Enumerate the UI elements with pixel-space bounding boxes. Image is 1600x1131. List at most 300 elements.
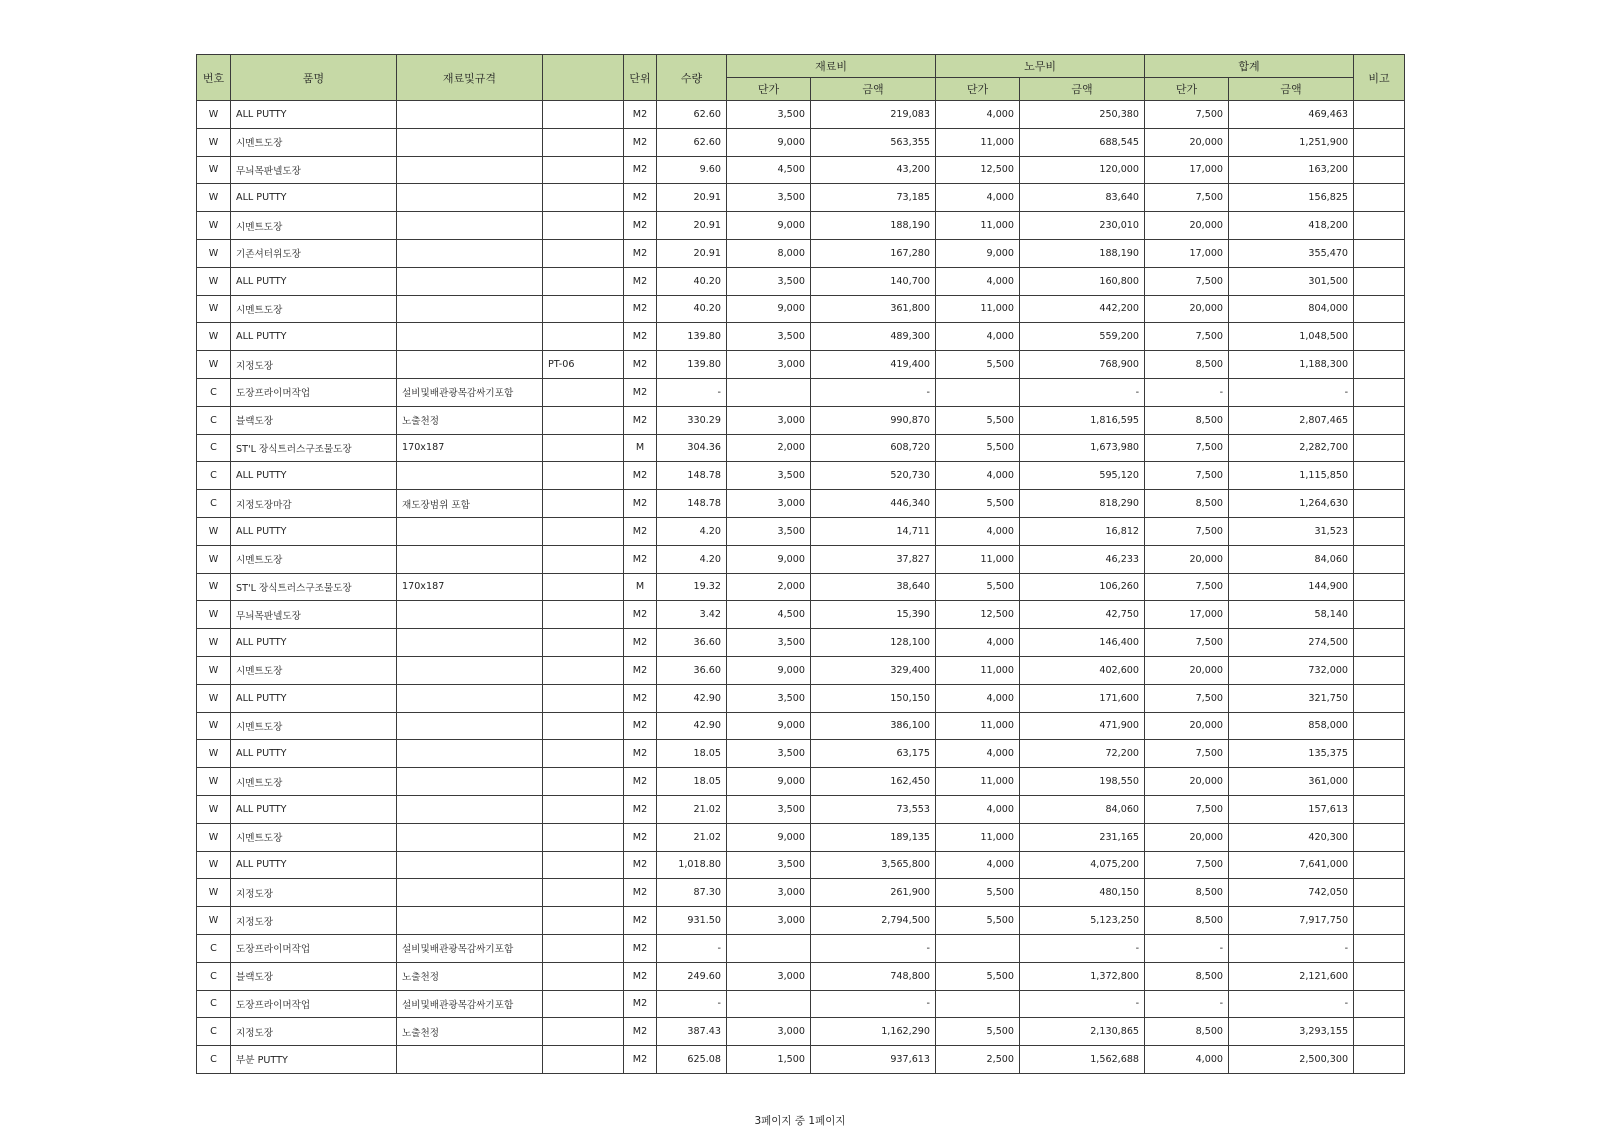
table-row <box>197 656 1405 684</box>
cell-material-unit-price: 3,500 <box>727 851 811 879</box>
cell-labor-amount: 688,545 <box>1020 128 1145 156</box>
cell-labor-amount: 72,200 <box>1020 740 1145 768</box>
header-blank <box>543 55 624 101</box>
cell-total-unit-price: 4,000 <box>1145 1046 1229 1074</box>
cell-name: ALL PUTTY <box>231 184 397 212</box>
cell-total-amount: 1,048,500 <box>1229 323 1354 351</box>
cell-total-unit-price: 7,500 <box>1145 323 1229 351</box>
cell-no: W <box>197 601 231 629</box>
cell-unit: M2 <box>624 184 657 212</box>
cell-total-amount: 469,463 <box>1229 101 1354 129</box>
cell-total-amount: 301,500 <box>1229 267 1354 295</box>
cell-qty: 20.91 <box>657 184 727 212</box>
cell-no: C <box>197 1046 231 1074</box>
cell-code <box>543 295 624 323</box>
cell-total-unit-price: 7,500 <box>1145 684 1229 712</box>
cell-labor-amount: 146,400 <box>1020 629 1145 657</box>
cell-total-amount: 2,121,600 <box>1229 962 1354 990</box>
cell-name: 시멘트도장 <box>231 212 397 240</box>
cell-material-unit-price: 3,000 <box>727 962 811 990</box>
cell-no: W <box>197 184 231 212</box>
header-total-unit-price: 단가 <box>1145 78 1229 101</box>
cell-no: W <box>197 879 231 907</box>
cell-code <box>543 490 624 518</box>
cell-material-unit-price <box>727 934 811 962</box>
cell-labor-unit-price: 5,500 <box>936 1018 1020 1046</box>
cell-spec <box>397 517 543 545</box>
cell-qty: - <box>657 378 727 406</box>
cell-note <box>1354 768 1405 796</box>
cell-material-unit-price: 4,500 <box>727 156 811 184</box>
cell-labor-unit-price: 4,000 <box>936 267 1020 295</box>
cell-material-unit-price: 9,000 <box>727 128 811 156</box>
cell-note <box>1354 962 1405 990</box>
cell-total-amount: 2,282,700 <box>1229 434 1354 462</box>
cell-no: W <box>197 239 231 267</box>
cell-qty: 87.30 <box>657 879 727 907</box>
table-row <box>197 768 1405 796</box>
cell-name: ST'L 장식트러스구조물도장 <box>231 434 397 462</box>
cell-material-unit-price: 3,500 <box>727 517 811 545</box>
cell-note <box>1354 295 1405 323</box>
cell-no: C <box>197 434 231 462</box>
cell-spec <box>397 128 543 156</box>
cell-code <box>543 545 624 573</box>
cell-code <box>543 740 624 768</box>
cell-qty: 21.02 <box>657 823 727 851</box>
cell-labor-unit-price: 4,000 <box>936 184 1020 212</box>
cell-spec <box>397 601 543 629</box>
cell-qty: 139.80 <box>657 351 727 379</box>
cell-note <box>1354 378 1405 406</box>
cell-unit: M2 <box>624 823 657 851</box>
cell-name: 도장프라이머작업 <box>231 378 397 406</box>
cell-material-unit-price: 3,500 <box>727 795 811 823</box>
cell-unit: M2 <box>624 879 657 907</box>
cell-material-unit-price: 3,000 <box>727 879 811 907</box>
cell-no: W <box>197 517 231 545</box>
cell-labor-unit-price: 11,000 <box>936 712 1020 740</box>
table-row <box>197 462 1405 490</box>
cell-total-unit-price: - <box>1145 934 1229 962</box>
cell-labor-unit-price: 4,000 <box>936 684 1020 712</box>
cell-no: W <box>197 823 231 851</box>
cell-labor-unit-price: 12,500 <box>936 601 1020 629</box>
cell-unit: M2 <box>624 378 657 406</box>
cell-spec <box>397 267 543 295</box>
cell-no: C <box>197 1018 231 1046</box>
cell-no: W <box>197 212 231 240</box>
cell-labor-amount: 120,000 <box>1020 156 1145 184</box>
cell-total-amount: 7,641,000 <box>1229 851 1354 879</box>
cell-no: C <box>197 462 231 490</box>
cell-unit: M2 <box>624 962 657 990</box>
cell-spec <box>397 879 543 907</box>
cell-qty: 42.90 <box>657 712 727 740</box>
cell-labor-amount: 559,200 <box>1020 323 1145 351</box>
cell-material-unit-price: 3,000 <box>727 490 811 518</box>
cell-no: W <box>197 267 231 295</box>
cell-unit: M2 <box>624 212 657 240</box>
cell-note <box>1354 1018 1405 1046</box>
cell-total-amount: 84,060 <box>1229 545 1354 573</box>
cell-qty: 62.60 <box>657 128 727 156</box>
cell-qty: 4.20 <box>657 517 727 545</box>
cell-name: 시멘트도장 <box>231 768 397 796</box>
table-row <box>197 239 1405 267</box>
cell-code <box>543 101 624 129</box>
cell-material-unit-price: 3,000 <box>727 1018 811 1046</box>
cell-unit: M2 <box>624 601 657 629</box>
cell-no: C <box>197 378 231 406</box>
cell-note <box>1354 1046 1405 1074</box>
cell-material-unit-price: 9,000 <box>727 545 811 573</box>
cell-note <box>1354 573 1405 601</box>
cell-note <box>1354 990 1405 1018</box>
cell-name: 시멘트도장 <box>231 128 397 156</box>
header-labor: 노무비 <box>936 55 1145 78</box>
cell-material-amount: 990,870 <box>811 406 936 434</box>
header-note: 비고 <box>1354 55 1405 101</box>
cell-total-amount: 420,300 <box>1229 823 1354 851</box>
cell-spec <box>397 323 543 351</box>
cell-labor-amount: 1,673,980 <box>1020 434 1145 462</box>
cell-note <box>1354 879 1405 907</box>
cell-total-unit-price: 7,500 <box>1145 851 1229 879</box>
cell-unit: M2 <box>624 323 657 351</box>
header-name: 품명 <box>231 55 397 101</box>
cell-material-unit-price: 3,000 <box>727 406 811 434</box>
cell-total-amount: 804,000 <box>1229 295 1354 323</box>
cell-note <box>1354 351 1405 379</box>
cell-name: ALL PUTTY <box>231 629 397 657</box>
cell-qty: 387.43 <box>657 1018 727 1046</box>
cell-name: 시멘트도장 <box>231 712 397 740</box>
cell-total-unit-price: 20,000 <box>1145 128 1229 156</box>
table-row <box>197 684 1405 712</box>
header-total-amount: 금액 <box>1229 78 1354 101</box>
cell-name: 부분 PUTTY <box>231 1046 397 1074</box>
cell-spec: 노출천정 <box>397 1018 543 1046</box>
cell-spec <box>397 351 543 379</box>
cell-total-amount: 1,115,850 <box>1229 462 1354 490</box>
table-row <box>197 1018 1405 1046</box>
cell-code <box>543 128 624 156</box>
cell-code <box>543 573 624 601</box>
cell-labor-unit-price: 11,000 <box>936 128 1020 156</box>
cell-no: W <box>197 545 231 573</box>
table-row <box>197 545 1405 573</box>
cell-material-amount: 386,100 <box>811 712 936 740</box>
cell-name: 지정도장 <box>231 351 397 379</box>
cell-spec <box>397 712 543 740</box>
cell-code <box>543 684 624 712</box>
cell-labor-unit-price: 4,000 <box>936 851 1020 879</box>
cell-note <box>1354 851 1405 879</box>
cell-qty: 62.60 <box>657 101 727 129</box>
cell-name: 지정도장 <box>231 879 397 907</box>
cell-qty: 139.80 <box>657 323 727 351</box>
cell-note <box>1354 156 1405 184</box>
cell-no: C <box>197 962 231 990</box>
cell-name: 시멘트도장 <box>231 545 397 573</box>
cell-labor-amount: 106,260 <box>1020 573 1145 601</box>
header-material-amount: 금액 <box>811 78 936 101</box>
cell-name: 시멘트도장 <box>231 823 397 851</box>
cell-material-amount: 73,185 <box>811 184 936 212</box>
cell-total-unit-price: 20,000 <box>1145 545 1229 573</box>
table-row <box>197 351 1405 379</box>
cell-labor-unit-price: 9,000 <box>936 239 1020 267</box>
cell-material-amount: 43,200 <box>811 156 936 184</box>
cell-labor-amount: 42,750 <box>1020 601 1145 629</box>
cell-qty: 1,018.80 <box>657 851 727 879</box>
cell-code <box>543 907 624 935</box>
cell-labor-unit-price: 4,000 <box>936 795 1020 823</box>
cell-unit: M2 <box>624 128 657 156</box>
cell-labor-amount: 480,150 <box>1020 879 1145 907</box>
cell-material-amount: 14,711 <box>811 517 936 545</box>
cell-spec: 설비및배관광목감싸기포함 <box>397 378 543 406</box>
cell-unit: M2 <box>624 462 657 490</box>
cell-code <box>543 462 624 490</box>
cell-total-amount: - <box>1229 378 1354 406</box>
cell-total-unit-price: 7,500 <box>1145 462 1229 490</box>
cell-code <box>543 239 624 267</box>
cell-material-unit-price: 3,500 <box>727 629 811 657</box>
cell-spec <box>397 629 543 657</box>
cell-no: W <box>197 712 231 740</box>
cell-material-unit-price: 9,000 <box>727 656 811 684</box>
page-indicator: 3페이지 중 1페이지 <box>754 1115 846 1127</box>
cell-spec <box>397 823 543 851</box>
cell-name: ALL PUTTY <box>231 101 397 129</box>
cell-labor-unit-price: 11,000 <box>936 545 1020 573</box>
cell-total-amount: 7,917,750 <box>1229 907 1354 935</box>
cell-total-amount: 157,613 <box>1229 795 1354 823</box>
cell-spec: 재도장범위 포함 <box>397 490 543 518</box>
cell-note <box>1354 656 1405 684</box>
cell-name: ALL PUTTY <box>231 267 397 295</box>
cell-total-unit-price: - <box>1145 378 1229 406</box>
cell-total-unit-price: 17,000 <box>1145 156 1229 184</box>
table-row <box>197 267 1405 295</box>
cell-code <box>543 601 624 629</box>
cell-material-amount: 63,175 <box>811 740 936 768</box>
cell-spec <box>397 212 543 240</box>
cell-unit: M2 <box>624 851 657 879</box>
table-row <box>197 1046 1405 1074</box>
table-header <box>197 55 1405 101</box>
cell-total-amount: 31,523 <box>1229 517 1354 545</box>
table-row <box>197 128 1405 156</box>
cell-unit: M2 <box>624 406 657 434</box>
cell-total-amount: 1,264,630 <box>1229 490 1354 518</box>
cell-total-amount: 58,140 <box>1229 601 1354 629</box>
cell-labor-unit-price: 5,500 <box>936 573 1020 601</box>
cell-note <box>1354 267 1405 295</box>
cell-labor-amount: 171,600 <box>1020 684 1145 712</box>
cell-material-unit-price: 4,500 <box>727 601 811 629</box>
cell-spec <box>397 740 543 768</box>
cell-note <box>1354 212 1405 240</box>
cell-name: 무늬목판넬도장 <box>231 601 397 629</box>
cell-total-amount: - <box>1229 934 1354 962</box>
cell-qty: 18.05 <box>657 768 727 796</box>
header-labor-unit-price: 단가 <box>936 78 1020 101</box>
cell-note <box>1354 712 1405 740</box>
cell-labor-unit-price: 4,000 <box>936 462 1020 490</box>
cell-labor-unit-price: 5,500 <box>936 434 1020 462</box>
cell-labor-unit-price: 5,500 <box>936 406 1020 434</box>
cell-labor-amount: - <box>1020 378 1145 406</box>
table-row <box>197 879 1405 907</box>
cell-note <box>1354 795 1405 823</box>
cell-no: W <box>197 573 231 601</box>
cell-unit: M2 <box>624 907 657 935</box>
cell-labor-amount: 1,562,688 <box>1020 1046 1145 1074</box>
cell-total-unit-price: 7,500 <box>1145 267 1229 295</box>
cell-no: W <box>197 851 231 879</box>
cell-unit: M2 <box>624 267 657 295</box>
cell-total-amount: 321,750 <box>1229 684 1354 712</box>
cell-material-unit-price: 3,000 <box>727 351 811 379</box>
cell-spec <box>397 545 543 573</box>
cell-total-unit-price: 17,000 <box>1145 239 1229 267</box>
cell-name: 도장프라이머작업 <box>231 934 397 962</box>
cell-no: C <box>197 990 231 1018</box>
cell-note <box>1354 128 1405 156</box>
cell-total-amount: 418,200 <box>1229 212 1354 240</box>
cell-code <box>543 212 624 240</box>
cell-total-unit-price: 20,000 <box>1145 768 1229 796</box>
cell-code <box>543 934 624 962</box>
cell-total-unit-price: 7,500 <box>1145 740 1229 768</box>
cell-qty: 148.78 <box>657 462 727 490</box>
table-row <box>197 184 1405 212</box>
cell-unit: M <box>624 573 657 601</box>
cell-material-amount: - <box>811 934 936 962</box>
cell-qty: 40.20 <box>657 295 727 323</box>
cell-material-amount: 73,553 <box>811 795 936 823</box>
table-row <box>197 295 1405 323</box>
cell-material-amount: 748,800 <box>811 962 936 990</box>
cell-labor-unit-price: 11,000 <box>936 768 1020 796</box>
cell-spec <box>397 907 543 935</box>
cell-material-amount: 150,150 <box>811 684 936 712</box>
cell-labor-amount: 818,290 <box>1020 490 1145 518</box>
cell-labor-amount: 160,800 <box>1020 267 1145 295</box>
cell-labor-unit-price: 5,500 <box>936 907 1020 935</box>
cell-total-amount: 742,050 <box>1229 879 1354 907</box>
cell-code <box>543 378 624 406</box>
cell-qty: 148.78 <box>657 490 727 518</box>
cell-no: C <box>197 934 231 962</box>
cell-code <box>543 517 624 545</box>
cell-total-amount: 1,188,300 <box>1229 351 1354 379</box>
cell-unit: M2 <box>624 712 657 740</box>
cell-qty: 21.02 <box>657 795 727 823</box>
cell-unit: M2 <box>624 239 657 267</box>
cell-qty: - <box>657 990 727 1018</box>
cell-code <box>543 156 624 184</box>
cell-material-unit-price <box>727 990 811 1018</box>
table-row <box>197 907 1405 935</box>
cell-name: ALL PUTTY <box>231 851 397 879</box>
header-unit: 단위 <box>624 55 657 101</box>
cell-labor-amount: 198,550 <box>1020 768 1145 796</box>
cell-qty: 625.08 <box>657 1046 727 1074</box>
cell-note <box>1354 323 1405 351</box>
cell-unit: M2 <box>624 684 657 712</box>
cell-labor-amount: 1,372,800 <box>1020 962 1145 990</box>
cell-note <box>1354 517 1405 545</box>
table-row <box>197 323 1405 351</box>
table-row <box>197 212 1405 240</box>
table-row <box>197 517 1405 545</box>
cell-name: ALL PUTTY <box>231 517 397 545</box>
cell-unit: M2 <box>624 490 657 518</box>
header-total: 합계 <box>1145 55 1354 78</box>
cell-total-unit-price: 8,500 <box>1145 907 1229 935</box>
cell-total-amount: 361,000 <box>1229 768 1354 796</box>
cell-name: 시멘트도장 <box>231 656 397 684</box>
cell-spec <box>397 795 543 823</box>
header-material-unit-price: 단가 <box>727 78 811 101</box>
cell-unit: M2 <box>624 795 657 823</box>
cell-total-unit-price: 8,500 <box>1145 879 1229 907</box>
cell-spec <box>397 239 543 267</box>
cell-note <box>1354 239 1405 267</box>
cell-material-amount: 608,720 <box>811 434 936 462</box>
cell-name: 기존셔터위도장 <box>231 239 397 267</box>
cell-name: ALL PUTTY <box>231 795 397 823</box>
cell-material-unit-price: 8,000 <box>727 239 811 267</box>
cell-no: C <box>197 490 231 518</box>
cell-no: W <box>197 795 231 823</box>
table-row <box>197 712 1405 740</box>
cell-qty: 18.05 <box>657 740 727 768</box>
cell-no: W <box>197 629 231 657</box>
cell-labor-unit-price: 4,000 <box>936 629 1020 657</box>
header-qty: 수량 <box>657 55 727 101</box>
cell-no: W <box>197 656 231 684</box>
cell-material-amount: 489,300 <box>811 323 936 351</box>
cell-total-unit-price: 20,000 <box>1145 656 1229 684</box>
cell-code <box>543 1046 624 1074</box>
cell-code <box>543 990 624 1018</box>
header-labor-amount: 금액 <box>1020 78 1145 101</box>
table-row <box>197 101 1405 129</box>
cell-labor-amount: 1,816,595 <box>1020 406 1145 434</box>
estimate-table <box>196 54 1405 1074</box>
cell-note <box>1354 462 1405 490</box>
cell-code <box>543 823 624 851</box>
cell-labor-amount: 768,900 <box>1020 351 1145 379</box>
cell-material-amount: 188,190 <box>811 212 936 240</box>
table-row <box>197 823 1405 851</box>
cell-labor-amount: - <box>1020 990 1145 1018</box>
cell-material-amount: 520,730 <box>811 462 936 490</box>
cell-unit: M2 <box>624 740 657 768</box>
cell-note <box>1354 101 1405 129</box>
cell-note <box>1354 184 1405 212</box>
cell-labor-unit-price <box>936 934 1020 962</box>
cell-labor-unit-price: 11,000 <box>936 295 1020 323</box>
cell-total-unit-price: - <box>1145 990 1229 1018</box>
cell-qty: - <box>657 934 727 962</box>
cell-name: 블랙도장 <box>231 406 397 434</box>
